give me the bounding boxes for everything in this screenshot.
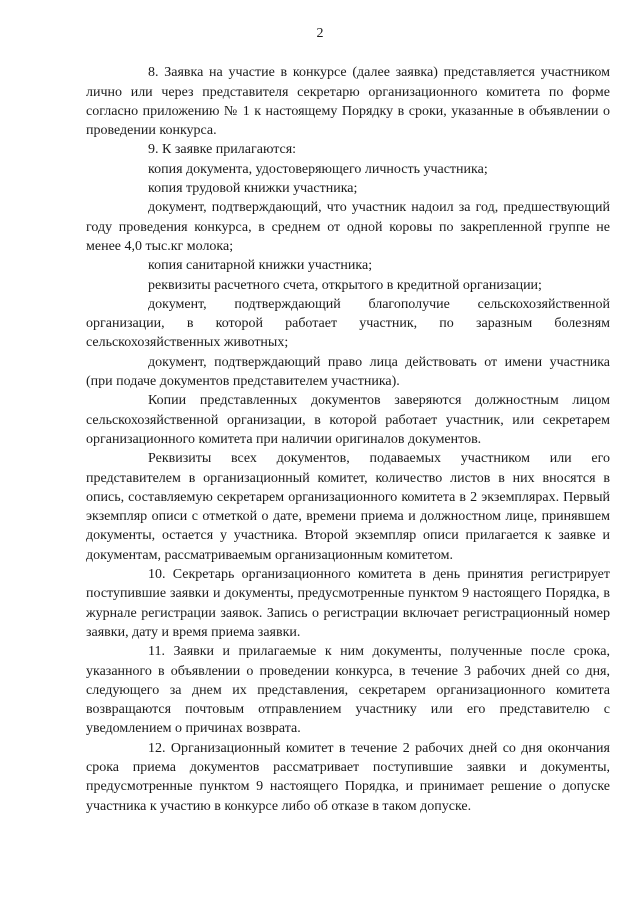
list-item-passport-copy: копия документа, удостоверяющего личность участника;: [148, 161, 488, 177]
list-item-power-of-attorney: документ, подтверждающий право лица действовать от имени участника (при подаче документов представителем участника).: [86, 354, 610, 390]
paragraph-8: 8. Заявка на участие в конкурсе (далее заявка) представляется участником лично или через представителя секретарю организационного комитета по форме согласно приложению № 1 к настоящему Порядку в сроки, указанные в объявлении о проведении конкурса.: [86, 65, 610, 139]
list-item-animal-health-document: документ, подтверждающий благополучие сельскохозяйственной организации, в которой работает участник, по заразным болезням сельскохозяйственных животных;: [86, 296, 610, 351]
list-item-workbook-copy: копия трудовой книжки участника;: [148, 181, 358, 197]
list-item-bank-details: реквизиты расчетного счета, открытого в кредитной организации;: [148, 277, 542, 293]
list-item-milk-yield-document: документ, подтверждающий, что участник надоил за год, предшествующий году проведения конкурса, в среднем от одной коровы по закрепленной группе не менее 4,0 тыс.кг молока;: [86, 200, 610, 254]
paragraph-9: 9. К заявке прилагаются:: [148, 142, 297, 158]
list-item-sanitary-book-copy: копия санитарной книжки участника;: [148, 258, 373, 274]
paragraph-12: 12. Организационный комитет в течение 2 рабочих дней со дня окончания срока приема документов рассматривает поступившие заявки и документы, предусмотренные пунктом 9 настоящего Порядка, и принимает решение о допуске участника к участию в конкурсе либо об отказе в таком допуске.: [86, 740, 610, 814]
paragraph-copies-certification: Копии представленных документов заверяются должностным лицом сельскохозяйственной организации, в которой работает участник, или секретарем организационного комитета при наличии оригиналов документов.: [86, 393, 610, 447]
page-number: 2: [316, 26, 324, 41]
paragraph-inventory: Реквизиты всех документов, подаваемых участником или его представителем в организационный комитет, количество листов в них вносятся в опись, составляемую секретарем организационного комитета в 2 экземплярах. Первый экземпляр описи с отметкой о дате, времени приема и должностном лице, принявшем документы, остается у участника. Второй экземпляр описи прилагается к заявке и документам, рассматриваемым организационным комитетом.: [86, 451, 610, 563]
paragraph-10: 10. Секретарь организационного комитета в день принятия регистрирует поступившие заявки и документы, предусмотренные пунктом 9 настоящего Порядка, в журнале регистрации заявок. Запись о регистрации включает регистрационный номер заявки, дату и время приема заявки.: [86, 567, 610, 640]
paragraph-11: 11. Заявки и прилагаемые к ним документы, полученные после срока, указанного в объявлении о проведении конкурса, в течение 3 рабочих дней со дня, следующего за днем их представления, секретарем организационного комитета возвращаются почтовым отправлением участнику или его представителю с уведомлением о причинах возврата.: [86, 644, 610, 737]
